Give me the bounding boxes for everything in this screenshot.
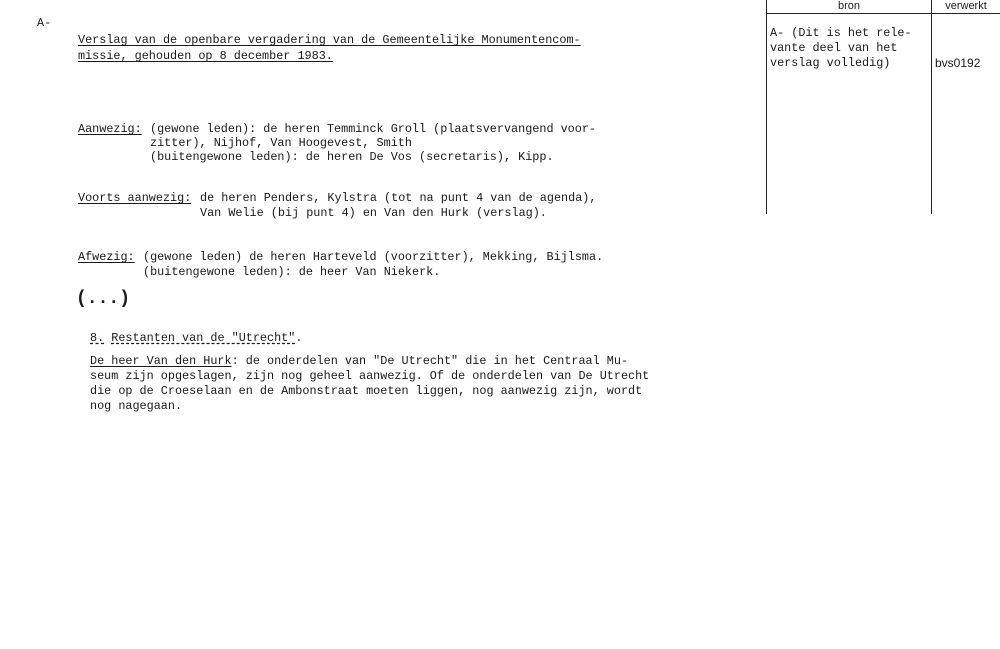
verwerkt-code: bvs0192 [935, 56, 981, 70]
section-line-3: die op de Croeselaan en de Ambonstraat moeten liggen, nog aanwezig zijn, wordt [90, 384, 643, 398]
afwezig-label: Afwezig: [78, 250, 135, 264]
aanwezig-line-2: zitter), Nijhof, Van Hoogevest, Smith [150, 136, 412, 150]
section-number: 8. [90, 331, 105, 345]
bron-line-3: verslag volledig) [770, 56, 891, 70]
voorts-line-1: de heren Penders, Kylstra (tot na punt 4 van de agenda), [200, 191, 597, 205]
header-verwerkt: verwerkt [945, 0, 987, 12]
section-line-2: seum zijn opgeslagen, zijn nog geheel aanwezig. Of de onderdelen van De Utrecht [90, 369, 650, 383]
section-line-1 [90, 354, 628, 368]
section-title: Restanten van de "Utrecht" [111, 331, 296, 345]
section-line-4: nog nagegaan. [90, 399, 183, 413]
title-line-2: missie, gehouden op 8 december 1983. [78, 49, 333, 63]
bron-line-2: vante deel van het [770, 41, 898, 55]
section-text: : de onderdelen van "De Utrecht" die in het Centraal Mu- [231, 354, 629, 368]
table-header-line [766, 13, 1000, 14]
section-title-end: . [295, 331, 303, 345]
title-line-1: Verslag van de openbare vergadering van de Gemeentelijke Monumentencom- [78, 33, 581, 47]
voorts-label: Voorts aanwezig: [78, 191, 192, 205]
table-border-left [766, 0, 767, 214]
table-column-divider [931, 0, 932, 214]
document-marker: A- [37, 16, 52, 30]
bron-line-1: A- (Dit is het rele- [770, 26, 912, 40]
aanwezig-line-3: (buitengewone leden): de heren De Vos (secretaris), Kipp. [150, 150, 554, 164]
aanwezig-label: Aanwezig: [78, 122, 142, 136]
ellipsis: (...) [76, 289, 131, 309]
header-bron: bron [837, 0, 861, 12]
afwezig-line-2: (buitengewone leden): de heer Van Niekerk. [143, 265, 441, 279]
section-heading [90, 331, 302, 345]
aanwezig-line-1: (gewone leden): de heren Temminck Groll (plaatsvervangend voor- [150, 122, 596, 136]
voorts-line-2: Van Welie (bij punt 4) en Van den Hurk (verslag). [200, 206, 547, 220]
section-speaker: De heer Van den Hurk [90, 354, 232, 368]
afwezig-line-1: (gewone leden) de heren Harteveld (voorzitter), Mekking, Bijlsma. [143, 250, 604, 264]
